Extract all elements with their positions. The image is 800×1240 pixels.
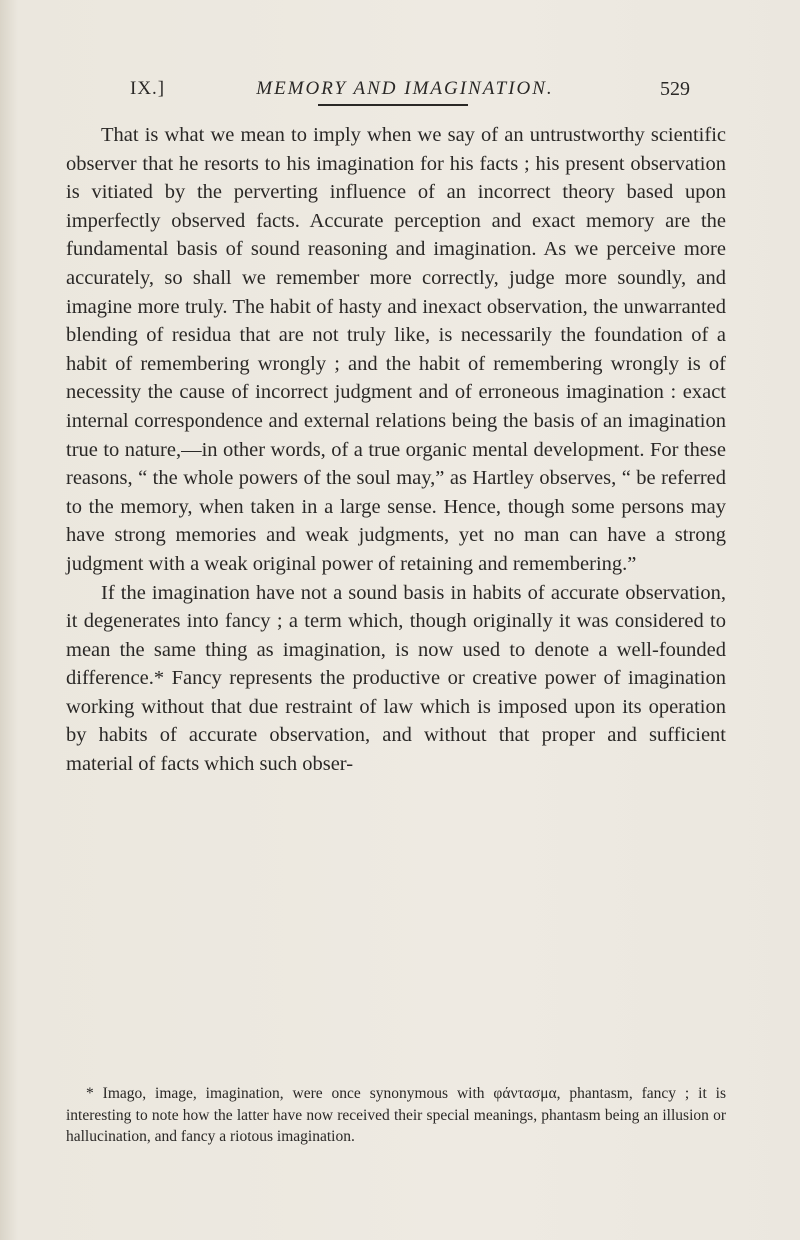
- page-number: 529: [660, 78, 690, 100]
- paragraph: If the imagination have not a sound basis in habits of accurate observation, it degenerates into fancy ; a term which, though originally it was considered to mean the same thing as imagination, is now used to denote a well-founded difference.* Fancy represents the productive or creative power of imagination working without that due restraint of law which is imposed upon its operation by habits of accurate observation, and without that proper and sufficient material of facts which such obser-: [66, 581, 726, 776]
- main-text: [66, 121, 726, 779]
- footnote-text: * Imago, image, imagination, were once synonymous with φάντασμα, phantasm, fancy ; it is interesting to note how the latter have now received their special meanings, phantasm being an illusion or hallucination, and fancy a riotous imagination.: [66, 1085, 726, 1145]
- running-title: MEMORY AND IMAGINATION.: [256, 78, 554, 99]
- chapter-number: IX.]: [130, 78, 166, 99]
- header-rule: [318, 104, 468, 106]
- paragraph: That is what we mean to imply when we say of an untrustworthy scientific observer that he resorts to his imagination for his facts ; his present observation is vitiated by the perverting influence of an incorrect theory based upon imperfectly observed facts. Accurate perception and exact memory are the fundamental basis of sound reasoning and imagination. As we perceive more accurately, so shall we remember more correctly, judge more soundly, and imagine more truly. The habit of hasty and inexact observation, the unwarranted blending of residua that are not truly like, is necessarily the foundation of a habit of remembering wrongly ; and the habit of remembering wrongly is of necessity the cause of incorrect judgment and of erroneous imagination : exact internal correspondence and external relations being the basis of an imagination true to nature,—in other words, of a true organic mental development. For these reasons, “ the whole powers of the soul may,” as Hartley observes, “ be referred to the memory, when taken in a large sense. Hence, though some persons may have strong memories and weak judgments, yet no man can have a strong judgment with a weak original power of retaining and remembering.”: [66, 124, 726, 575]
- footnote: [66, 1083, 726, 1148]
